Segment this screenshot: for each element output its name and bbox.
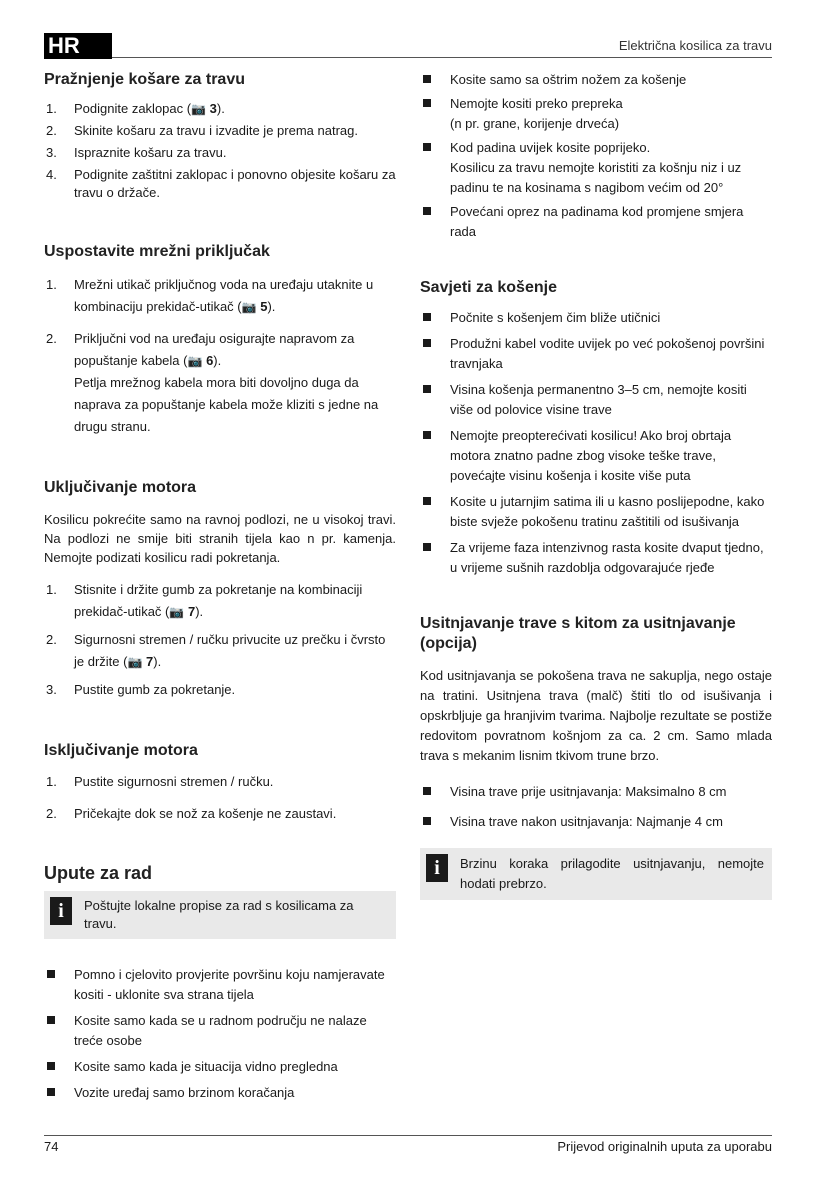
- bullet-item: Počnite s košenjem čim bliže utičnici: [420, 308, 772, 328]
- operating-bullets: [44, 965, 396, 1103]
- starting-intro: Kosilicu pokrećite samo na ravnoj podlozi, ne u visokoj travi. Na podlozi ne smije biti stranih tijela kao n pr. kamenja. Nemojte podizati kosilicu radi pokretanja.: [44, 512, 396, 565]
- mains-steps: [44, 274, 396, 438]
- section-title-emptying-basket: Pražnjenje košare za travu: [44, 71, 245, 88]
- camera-icon: 📷: [191, 102, 207, 116]
- step: 4. Podignite zaštitni zaklopac i ponovno objesite košaru za travu o držače.: [46, 167, 396, 200]
- emptying-steps: [44, 100, 396, 202]
- section-title-mulching: Usitnjavanje trave s kitom za usitnjavanje (opcija): [420, 615, 736, 652]
- step: 2. Skinite košaru za travu i izvadite je prema natrag.: [46, 123, 358, 138]
- mowing-tips-list: [420, 308, 772, 578]
- bullet-item: Kosite u jutarnjim satima ili u kasno poslijepodne, kako biste svježe pokošenu tratinu zaštitili od isušivanja: [420, 492, 772, 532]
- right-column: [420, 70, 772, 900]
- info-note: [420, 848, 772, 900]
- step: 2. Pričekajte dok se nož za košenje ne zaustavi.: [46, 806, 337, 821]
- step: 1. Stisnite i držite gumb za pokretanje na kombinaciji prekidač-utikač (📷 7).: [44, 579, 396, 623]
- info-icon: i: [50, 897, 72, 925]
- left-column: [44, 70, 396, 1103]
- bullet-item: Kosite samo sa oštrim nožem za košenje: [420, 70, 772, 90]
- starting-steps: [44, 579, 396, 701]
- step: 2. Sigurnosni stremen / ručku privucite uz prečku i čvrsto je držite (📷 7).: [44, 629, 396, 673]
- operating-bullets-continued: [420, 70, 772, 242]
- info-note: [44, 891, 396, 939]
- section-title-stopping-motor: Isključivanje motora: [44, 742, 198, 759]
- section-title-operating-instructions: Upute za rad: [44, 863, 153, 883]
- bullet-item: Povećani oprez na padinama kod promjene smjera rada: [420, 202, 772, 242]
- bullet-item: Kosite samo kada je situacija vidno pregledna: [44, 1057, 396, 1077]
- step: 1. Podignite zaklopac (📷 3).: [46, 101, 225, 116]
- page-number: 74: [44, 1139, 59, 1154]
- bullet-item: Produžni kabel vodite uvijek po već pokošenoj površini travnjaka: [420, 334, 772, 374]
- info-note-text: Poštujte lokalne propise za rad s kosilicama za travu.: [84, 898, 354, 931]
- section-title-mowing-tips: Savjeti za košenje: [420, 279, 557, 296]
- bullet-item: Nemojte preopterećivati kosilicu! Ako broj obrtaja motora znatno padne zbog visoke teške trave, povećajte visinu košenja i kosite više puta: [420, 426, 772, 486]
- mulching-bullets: [420, 782, 772, 832]
- section-title-starting-motor: Uključivanje motora: [44, 479, 197, 496]
- bullet-item: Vozite uređaj samo brzinom koračanja: [44, 1083, 396, 1103]
- mulching-intro: Kod usitnjavanja se pokošena trava ne sakuplja, nego ostaje na tratini. Usitnjena trava (malč) štiti tlo od isušivanja i opskrbljuje ga hranjivim tvarima. Najbolje rezultate se postiže redovitom povratnom košnjom za ca. 2 cm. Samo mlada trava s mekanim lisnim tkivom trune brzo.: [420, 668, 772, 763]
- step: 3. Pustite gumb za pokretanje.: [46, 682, 236, 697]
- footer-rule: [44, 1135, 772, 1136]
- step: 1. Mrežni utikač priključnog voda na uređaju utaknite u kombinaciju prekidač-utikač (📷 5).: [44, 274, 396, 318]
- bullet-item: Za vrijeme faza intenzivnog rasta kosite dvaput tjedno, u vrijeme sušnih razdoblja odgovarajuće rjeđe: [420, 538, 772, 578]
- step: 2. Priključni vod na uređaju osigurajte napravom za popuštanje kabela (📷 6). Petlja mrežnog kabela mora biti dovoljno duga da naprava za popuštanje kabela može kliziti s jedne na drugu stranu.: [44, 328, 396, 438]
- info-note-text: Brzinu koraka prilagodite usitnjavanju, nemojte hodati prebrzo.: [460, 856, 764, 891]
- step: 1. Pustite sigurnosni stremen / ručku.: [46, 774, 274, 789]
- bullet-item: Visina košenja permanentno 3–5 cm, nemojte kositi više od polovice visine trave: [420, 380, 772, 420]
- bullet-item: Pomno i cjelovito provjerite površinu koju namjeravate kositi - uklonite sva strana tijela: [44, 965, 396, 1005]
- step-note: Petlja mrežnog kabela mora biti dovoljno duga da naprava za popuštanje kabela može kliziti s jedne na drugu stranu.: [74, 375, 379, 434]
- step: 3. Ispraznite košaru za travu.: [46, 145, 227, 160]
- bullet-item: Kosite samo kada se u radnom području ne nalaze treće osobe: [44, 1011, 396, 1051]
- header-rule: [112, 57, 772, 58]
- footer-title: Prijevod originalnih uputa za uporabu: [557, 1139, 772, 1154]
- bullet-item: Nemojte kositi preko prepreka (n pr. grane, korijenje drveća): [420, 94, 772, 134]
- camera-icon: 📷: [169, 605, 185, 619]
- stopping-steps: [44, 773, 396, 823]
- bullet-item: Visina trave nakon usitnjavanja: Najmanje 4 cm: [420, 812, 772, 832]
- camera-icon: 📷: [187, 354, 203, 368]
- section-title-mains-connection: Uspostavite mrežni priključak: [44, 243, 270, 260]
- camera-icon: 📷: [127, 655, 143, 669]
- bullet-item: Visina trave prije usitnjavanja: Maksimalno 8 cm: [420, 782, 772, 802]
- bullet-item: Kod padina uvijek kosite poprijeko. Kosilicu za travu nemojte koristiti za košnju niz i uz padinu te na kosinama s nagibom većim od 20°: [420, 138, 772, 198]
- camera-icon: 📷: [241, 300, 257, 314]
- language-badge: HR: [44, 33, 112, 59]
- header-title: Električna kosilica za travu: [618, 38, 772, 53]
- info-icon: i: [426, 854, 448, 882]
